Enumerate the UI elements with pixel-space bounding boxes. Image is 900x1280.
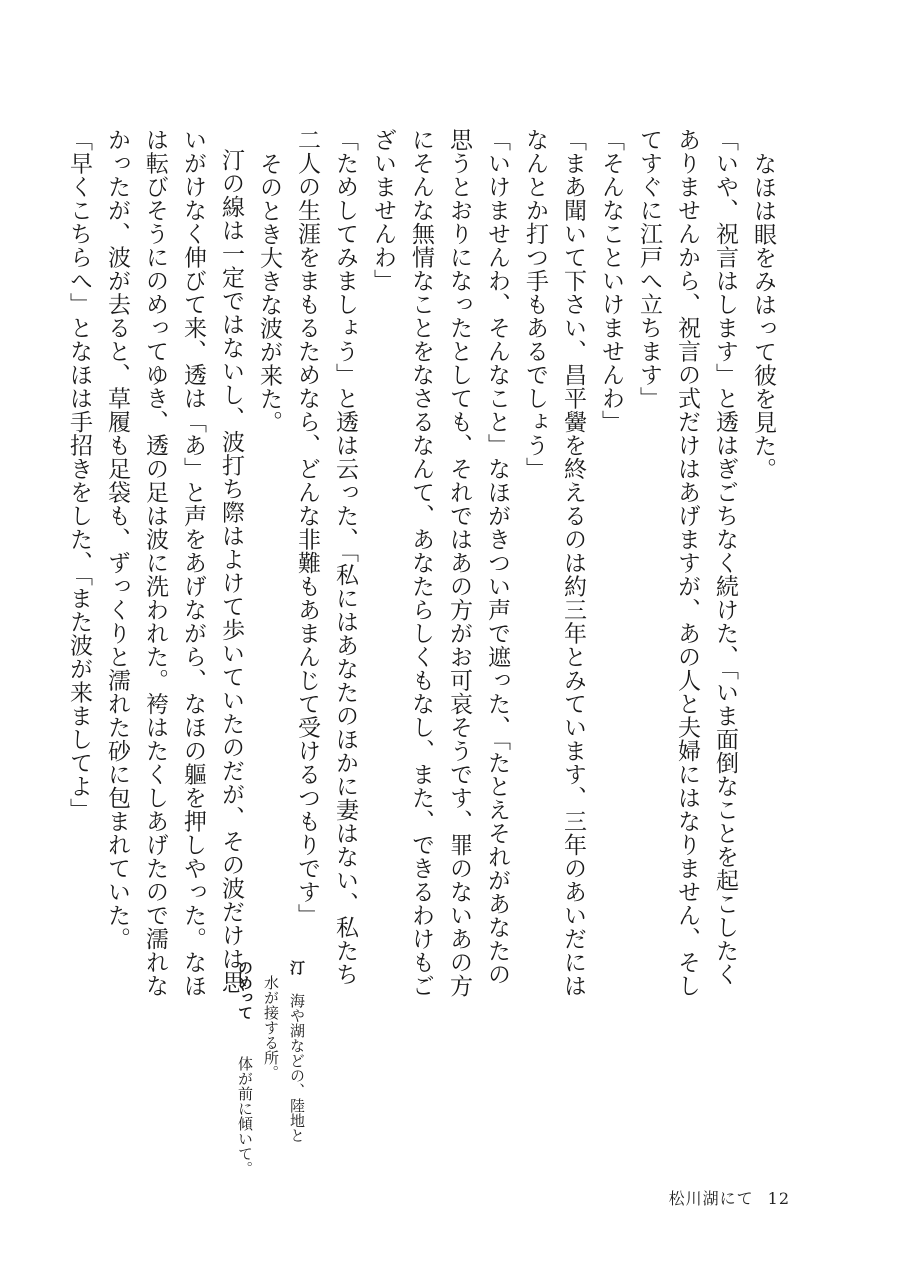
page-footer	[669, 1186, 790, 1209]
footnote-definition: 体が前に傾いて。	[236, 1056, 254, 1176]
footnote-definition: 海や湖などの、陸地と	[288, 993, 306, 1143]
text-column: 思うとおりになったとしても、それではあの方がお可哀そうです、罪のないあの方	[446, 128, 472, 998]
text-column: 「まあ聞いて下さい、昌平黌を終えるのは約三年とみています、三年のあいだには	[560, 128, 586, 998]
page-number: 12	[767, 1189, 790, 1208]
main-text	[60, 128, 782, 998]
text-column: 汀の線は一定ではないし、波打ち際はよけて歩いていたのだが、その波だけは思	[218, 148, 244, 994]
footnote	[284, 960, 310, 1175]
text-column: 「早くこちらへ」となほは手招きをした、「また波が来ましてよ」	[66, 128, 92, 822]
footnotes	[232, 960, 310, 1175]
text-column: にそんな無情なことをなさるなんて、あなたらしくもなし、また、できるわけもご	[408, 128, 434, 998]
text-column: 「いけませんわ、そんなこと」なほがきつい声で遮った、「たとえそれがあなたの	[484, 128, 510, 986]
footnote-continuation: 水が接する所。	[262, 975, 280, 1080]
text-column: そのとき大きな波が来た。	[256, 152, 282, 434]
footnote-term: のめって	[236, 960, 254, 1020]
text-column: ありませんから、祝言の式だけはあげますが、あの人と夫婦にはなりません、そし	[674, 128, 700, 998]
text-column: は転びそうにのめってゆき、透の足は波に洗われた。袴はたくしあげたので濡れな	[142, 128, 168, 998]
text-column: なほは眼をみはって彼を見た。	[750, 152, 776, 481]
text-column: てすぐに江戸へ立ちます」	[636, 128, 662, 410]
text-column: いがけなく伸びて来、透は「あ」と声をあげながら、なほの軀を押しやった。なほ	[180, 128, 206, 998]
text-column: 「そんなこといけませんわ」	[598, 128, 624, 434]
text-column: なんとか打つ手もあるでしょう」	[522, 128, 548, 481]
text-column: 「ためしてみましょう」と透は云った、「私にはあなたのほかに妻はない、私たち	[332, 128, 358, 986]
footnote-term: 汀	[288, 960, 306, 975]
text-column: 二人の生涯をまもるためなら、どんな非難もあまんじて受けるつもりです」	[294, 128, 320, 927]
text-column: かったが、波が去ると、草履も足袋も、ずっくりと濡れた砂に包まれていた。	[104, 128, 130, 951]
text-column: ざいませんわ」	[370, 128, 396, 293]
footnote	[232, 960, 258, 1175]
text-column: 「いや、祝言はします」と透はぎごちなく続けた、「いま面倒なことを起こしたく	[712, 128, 738, 986]
running-title: 松川湖にて	[668, 1189, 754, 1208]
